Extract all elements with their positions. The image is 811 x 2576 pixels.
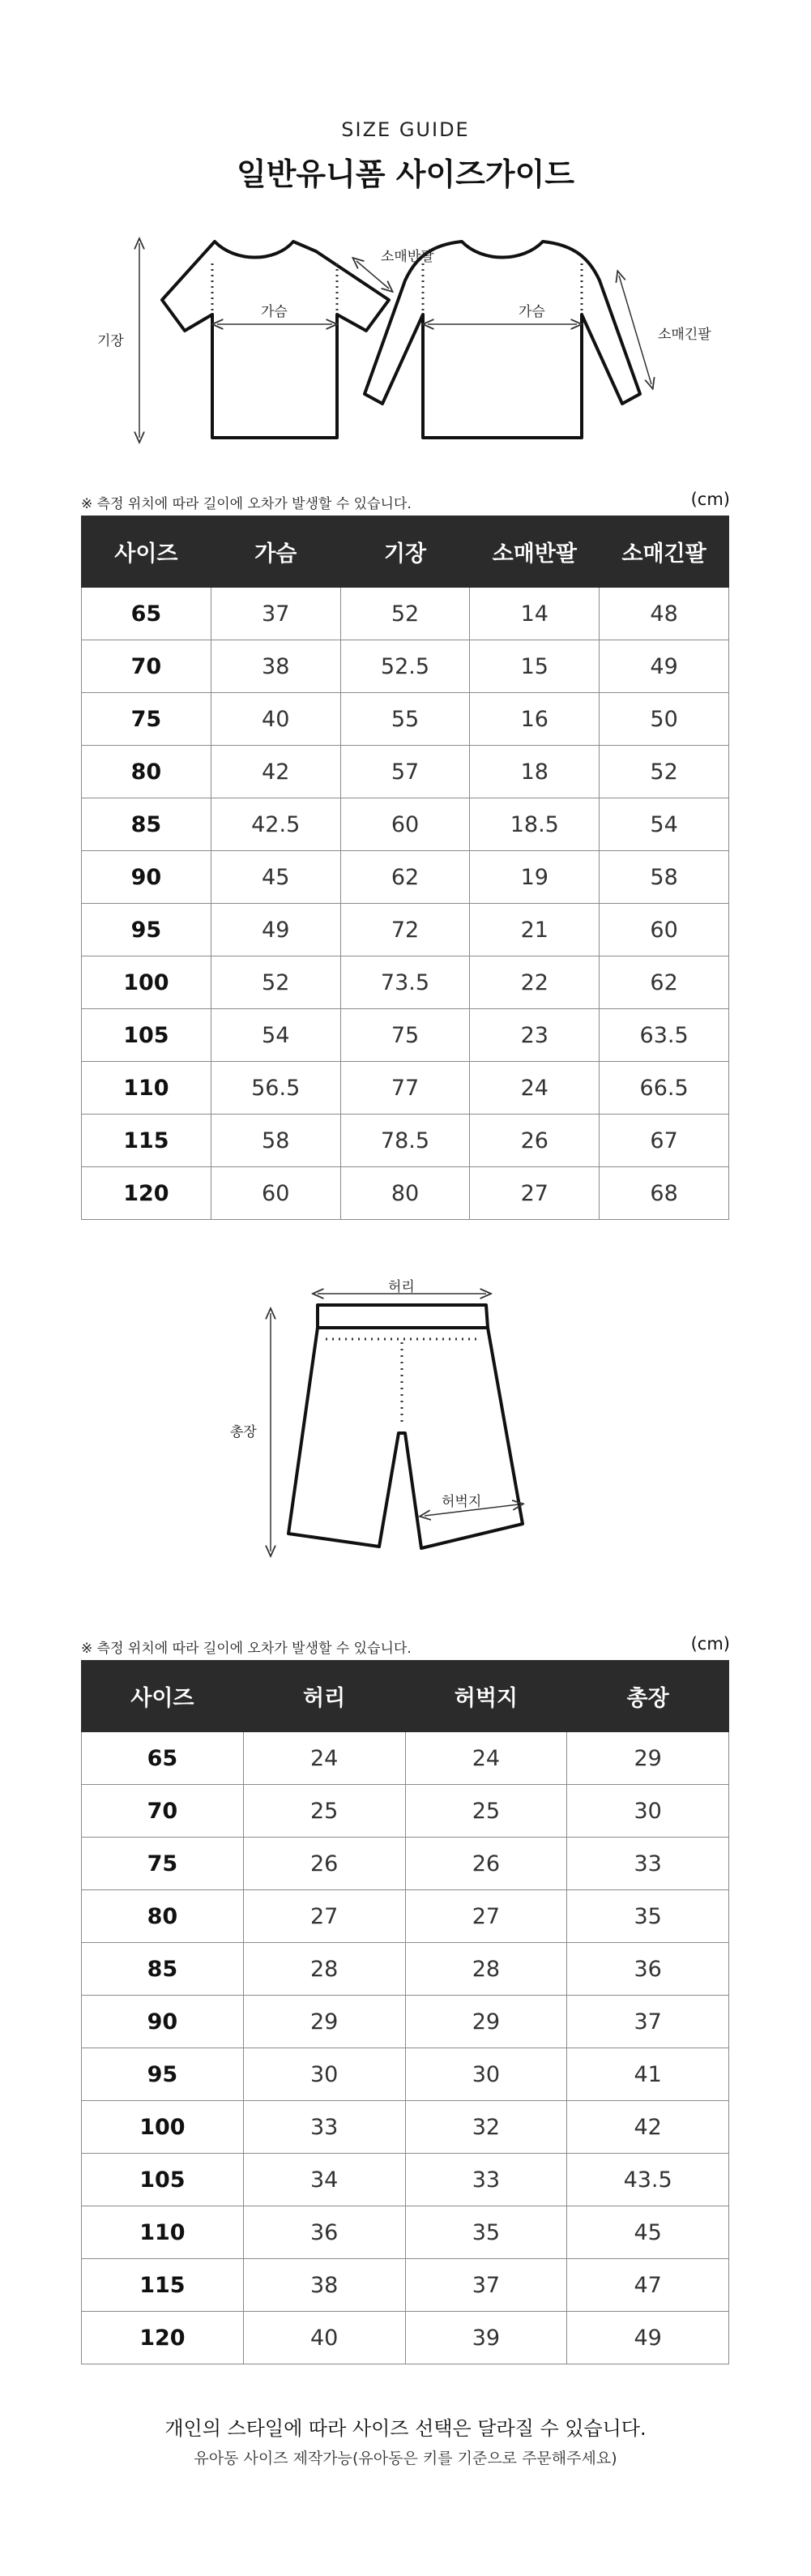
length-cell: 80 — [340, 1167, 470, 1220]
table-header-row — [82, 1661, 729, 1732]
style-notice: 개인의 스타일에 따라 사이즈 선택은 달라질 수 있습니다. — [164, 2417, 647, 2440]
longsleeve-chest-label: 가슴 — [519, 304, 545, 320]
chest-cell: 40 — [211, 693, 340, 746]
header-size: 사이즈 — [82, 516, 211, 588]
unit-label: (cm) — [690, 490, 730, 509]
unit-label-bottom: (cm) — [690, 1634, 730, 1654]
total-length-cell: 45 — [567, 2206, 729, 2259]
table-row — [82, 588, 729, 640]
header-waist: 허리 — [243, 1661, 405, 1732]
size-cell: 100 — [82, 2101, 244, 2154]
size-cell: 120 — [82, 2312, 244, 2364]
size-cell: 120 — [82, 1167, 211, 1220]
short-sleeve-cell: 23 — [470, 1009, 600, 1062]
waist-cell: 26 — [243, 1838, 405, 1890]
thigh-cell: 24 — [405, 1732, 567, 1785]
tshirt-chest-label: 가슴 — [261, 304, 288, 320]
length-cell: 73.5 — [340, 956, 470, 1009]
total-length-label: 총장 — [230, 1424, 257, 1440]
short-sleeve-cell: 21 — [470, 904, 600, 956]
short-sleeve-cell: 14 — [470, 588, 600, 640]
header-thigh: 허벅지 — [405, 1661, 567, 1732]
waist-cell: 33 — [243, 2101, 405, 2154]
size-cell: 105 — [82, 2154, 244, 2206]
short-sleeve-cell: 22 — [470, 956, 600, 1009]
size-guide-eyebrow: SIZE GUIDE — [341, 118, 470, 141]
page-title: 일반유니폼 사이즈가이드 — [236, 156, 575, 192]
size-cell: 115 — [82, 2259, 244, 2312]
short-sleeve-cell: 18 — [470, 746, 600, 798]
short-sleeve-cell: 16 — [470, 693, 600, 746]
length-label: 기장 — [97, 333, 124, 349]
size-cell: 80 — [82, 1890, 244, 1943]
top-size-table — [81, 516, 729, 1220]
thigh-cell: 32 — [405, 2101, 567, 2154]
length-cell: 55 — [340, 693, 470, 746]
bottom-size-table — [81, 1660, 729, 2364]
waist-label: 허리 — [388, 1279, 415, 1295]
header-short-sleeve: 소매반팔 — [470, 516, 600, 588]
short-sleeve-cell: 26 — [470, 1115, 600, 1167]
table-row — [82, 1785, 729, 1838]
size-cell: 85 — [82, 798, 211, 851]
thigh-cell: 29 — [405, 1996, 567, 2048]
short-sleeve-cell: 24 — [470, 1062, 600, 1115]
table-row — [82, 693, 729, 746]
chest-cell: 52 — [211, 956, 340, 1009]
size-cell: 65 — [82, 588, 211, 640]
short-sleeve-label: 소매반팔 — [381, 249, 434, 265]
table-row — [82, 1943, 729, 1996]
measurement-note-bottom: ※ 측정 위치에 따라 길이에 오차가 발생할 수 있습니다. — [81, 1641, 412, 1657]
long-sleeve-cell: 58 — [600, 851, 729, 904]
length-cell: 75 — [340, 1009, 470, 1062]
waist-cell: 38 — [243, 2259, 405, 2312]
chest-cell: 42.5 — [211, 798, 340, 851]
table-row — [82, 746, 729, 798]
short-sleeve-cell: 18.5 — [470, 798, 600, 851]
waist-cell: 25 — [243, 1785, 405, 1838]
long-sleeve-cell: 48 — [600, 588, 729, 640]
long-sleeve-cell: 63.5 — [600, 1009, 729, 1062]
table-row — [82, 2259, 729, 2312]
total-length-cell: 35 — [567, 1890, 729, 1943]
short-sleeve-cell: 15 — [470, 640, 600, 693]
total-length-cell: 29 — [567, 1732, 729, 1785]
total-length-cell: 49 — [567, 2312, 729, 2364]
size-cell: 105 — [82, 1009, 211, 1062]
table-row — [82, 904, 729, 956]
long-sleeve-cell: 68 — [600, 1167, 729, 1220]
size-cell: 115 — [82, 1115, 211, 1167]
total-length-cell: 47 — [567, 2259, 729, 2312]
size-cell: 80 — [82, 746, 211, 798]
total-length-cell: 30 — [567, 1785, 729, 1838]
size-cell: 70 — [82, 640, 211, 693]
header-chest: 가슴 — [211, 516, 340, 588]
short-sleeve-cell: 19 — [470, 851, 600, 904]
chest-cell: 37 — [211, 588, 340, 640]
length-cell: 72 — [340, 904, 470, 956]
table-row — [82, 1062, 729, 1115]
waist-cell: 28 — [243, 1943, 405, 1996]
chest-cell: 38 — [211, 640, 340, 693]
table-row — [82, 2101, 729, 2154]
table-row — [82, 798, 729, 851]
table-row — [82, 1838, 729, 1890]
thigh-label: 허벅지 — [442, 1494, 482, 1510]
chest-cell: 54 — [211, 1009, 340, 1062]
measurement-note: ※ 측정 위치에 따라 길이에 오차가 발생할 수 있습니다. — [81, 496, 412, 512]
table-row — [82, 2312, 729, 2364]
thigh-cell: 39 — [405, 2312, 567, 2364]
table-row — [82, 1167, 729, 1220]
total-length-cell: 43.5 — [567, 2154, 729, 2206]
table-row — [82, 956, 729, 1009]
table-row — [82, 1009, 729, 1062]
thigh-cell: 35 — [405, 2206, 567, 2259]
table-row — [82, 640, 729, 693]
table-row — [82, 851, 729, 904]
size-cell: 85 — [82, 1943, 244, 1996]
shorts-diagram — [251, 1281, 543, 1556]
waist-cell: 30 — [243, 2048, 405, 2101]
long-sleeve-cell: 60 — [600, 904, 729, 956]
size-cell: 75 — [82, 1838, 244, 1890]
table-row — [82, 1115, 729, 1167]
chest-cell: 58 — [211, 1115, 340, 1167]
long-sleeve-cell: 50 — [600, 693, 729, 746]
table-row — [82, 2048, 729, 2101]
size-cell: 70 — [82, 1785, 244, 1838]
thigh-cell: 26 — [405, 1838, 567, 1890]
total-length-cell: 41 — [567, 2048, 729, 2101]
length-cell: 78.5 — [340, 1115, 470, 1167]
thigh-cell: 27 — [405, 1890, 567, 1943]
length-cell: 77 — [340, 1062, 470, 1115]
waist-cell: 27 — [243, 1890, 405, 1943]
table-row — [82, 1996, 729, 2048]
long-sleeve-label: 소매긴팔 — [658, 327, 711, 343]
long-sleeve-cell: 62 — [600, 956, 729, 1009]
total-length-cell: 42 — [567, 2101, 729, 2154]
size-cell: 75 — [82, 693, 211, 746]
short-sleeve-cell: 27 — [470, 1167, 600, 1220]
header-size: 사이즈 — [82, 1661, 244, 1732]
length-cell: 62 — [340, 851, 470, 904]
table-row — [82, 2206, 729, 2259]
table-header-row — [82, 516, 729, 588]
size-cell: 90 — [82, 1996, 244, 2048]
total-length-cell: 33 — [567, 1838, 729, 1890]
long-sleeve-cell: 66.5 — [600, 1062, 729, 1115]
size-cell: 110 — [82, 2206, 244, 2259]
chest-cell: 42 — [211, 746, 340, 798]
thigh-cell: 33 — [405, 2154, 567, 2206]
long-sleeve-cell: 67 — [600, 1115, 729, 1167]
total-length-cell: 37 — [567, 1996, 729, 2048]
kids-size-notice: 유아동 사이즈 제작가능(유아동은 키를 기준으로 주문해주세요) — [194, 2450, 617, 2467]
waist-cell: 24 — [243, 1732, 405, 1785]
chest-cell: 56.5 — [211, 1062, 340, 1115]
waist-cell: 29 — [243, 1996, 405, 2048]
header-long-sleeve: 소매긴팔 — [600, 516, 729, 588]
table-row — [82, 2154, 729, 2206]
length-cell: 60 — [340, 798, 470, 851]
table-row — [82, 1732, 729, 1785]
length-cell: 57 — [340, 746, 470, 798]
size-cell: 90 — [82, 851, 211, 904]
thigh-cell: 30 — [405, 2048, 567, 2101]
size-cell: 95 — [82, 904, 211, 956]
long-sleeve-cell: 54 — [600, 798, 729, 851]
size-cell: 95 — [82, 2048, 244, 2101]
thigh-cell: 37 — [405, 2259, 567, 2312]
size-cell: 110 — [82, 1062, 211, 1115]
waist-cell: 40 — [243, 2312, 405, 2364]
table-row — [82, 1890, 729, 1943]
length-cell: 52 — [340, 588, 470, 640]
size-cell: 65 — [82, 1732, 244, 1785]
thigh-cell: 28 — [405, 1943, 567, 1996]
header-length: 기장 — [340, 516, 470, 588]
waist-cell: 36 — [243, 2206, 405, 2259]
waist-cell: 34 — [243, 2154, 405, 2206]
total-length-cell: 36 — [567, 1943, 729, 1996]
chest-cell: 49 — [211, 904, 340, 956]
long-sleeve-cell: 49 — [600, 640, 729, 693]
chest-cell: 60 — [211, 1167, 340, 1220]
length-cell: 52.5 — [340, 640, 470, 693]
size-cell: 100 — [82, 956, 211, 1009]
header-total-length: 총장 — [567, 1661, 729, 1732]
long-sleeve-cell: 52 — [600, 746, 729, 798]
chest-cell: 45 — [211, 851, 340, 904]
thigh-cell: 25 — [405, 1785, 567, 1838]
